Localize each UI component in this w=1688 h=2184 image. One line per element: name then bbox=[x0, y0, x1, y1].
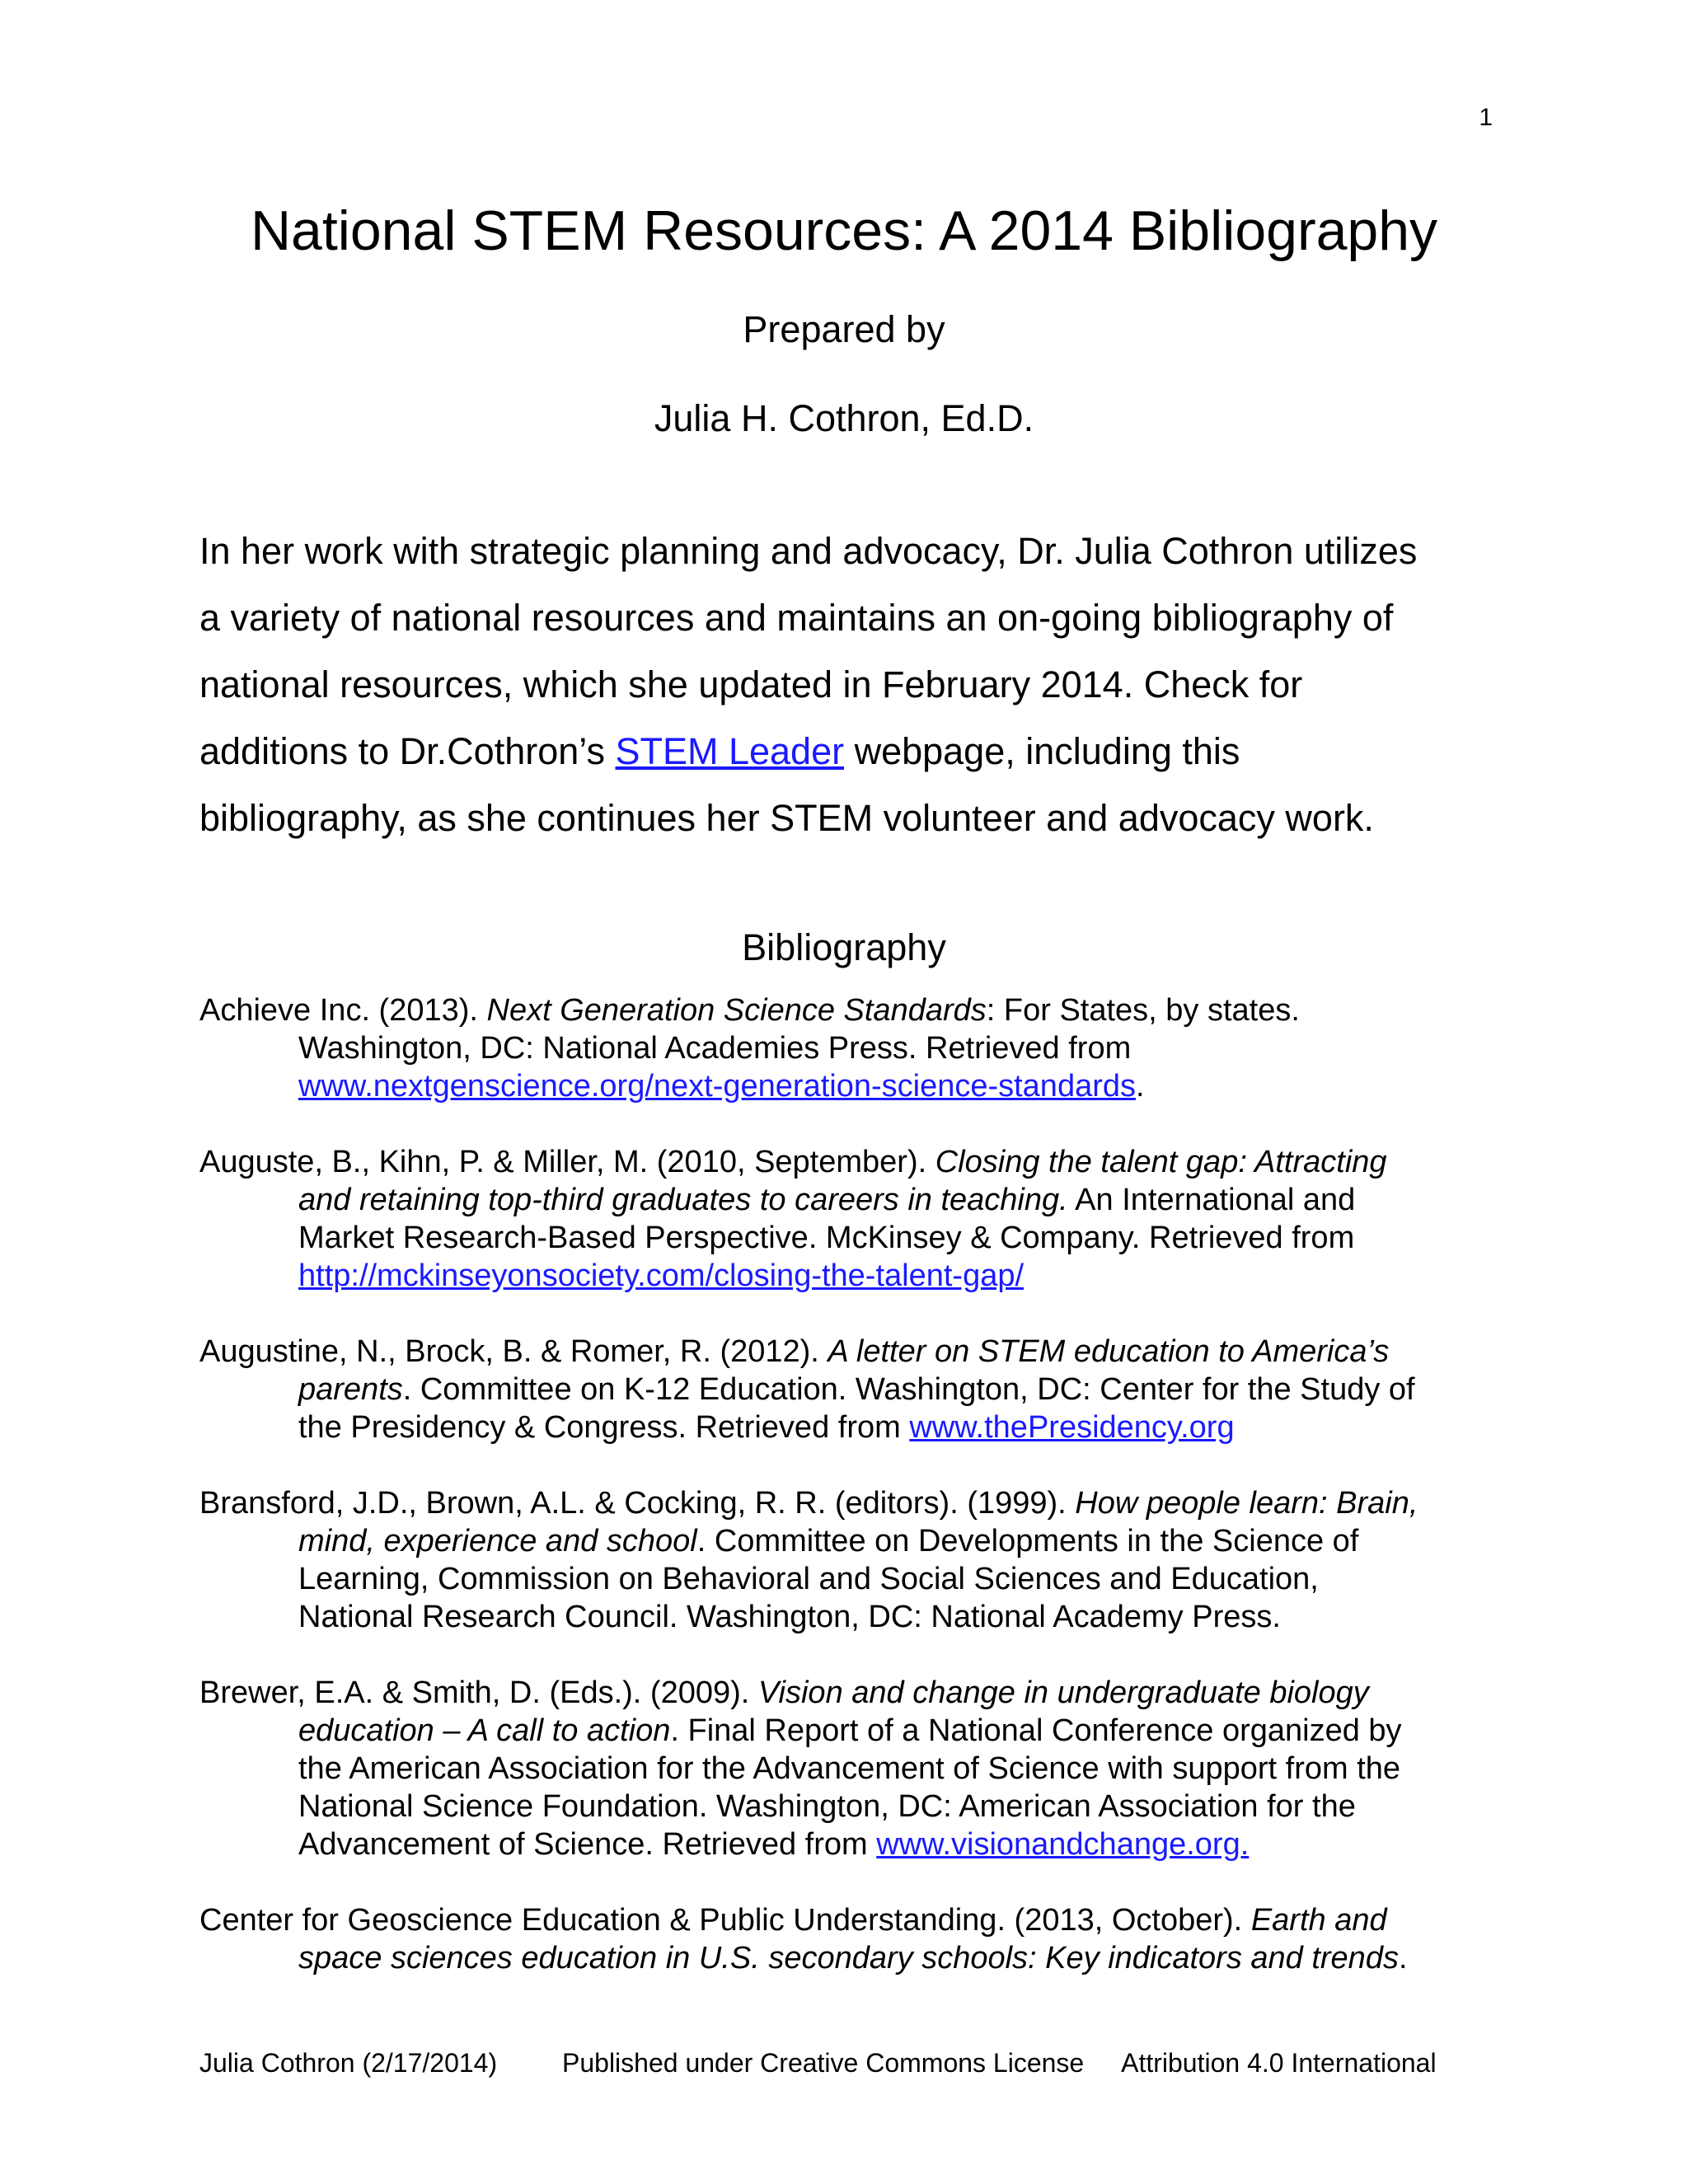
entry-line: the American Association for the Advancement of Science with support from the bbox=[298, 1751, 1401, 1786]
bibliography-entry bbox=[199, 1484, 1518, 1636]
nextgenscience-link[interactable]: www.nextgenscience.org/next-generation-science-standards bbox=[298, 1069, 1136, 1104]
entry-text: An International and bbox=[1067, 1183, 1356, 1217]
entry-text: Augustine, N., Brock, B. & Romer, R. (2012). bbox=[199, 1334, 828, 1369]
footer-author-date: Julia Cothron (2/17/2014) bbox=[199, 2048, 498, 2078]
entry-title: education – A call to action bbox=[298, 1713, 671, 1748]
bibliography-entry bbox=[199, 991, 1518, 1105]
entry-line bbox=[199, 1901, 1518, 1939]
entry-line bbox=[199, 1825, 1518, 1863]
author-name: Julia H. Cothron, Ed.D. bbox=[654, 397, 1034, 439]
entry-text: . Final Report of a National Conference organized by bbox=[670, 1713, 1402, 1748]
thepresidency-link[interactable]: www.thePresidency.org bbox=[909, 1410, 1235, 1445]
entry-line bbox=[199, 1181, 1518, 1219]
entry-line: Learning, Commission on Behavioral and Social Sciences and Education, bbox=[298, 1562, 1319, 1596]
entry-line: Market Research-Based Perspective. McKinsey & Company. Retrieved from bbox=[298, 1221, 1355, 1255]
entry-line bbox=[199, 991, 1518, 1029]
entry-text: Advancement of Science. Retrieved from bbox=[298, 1827, 877, 1862]
entry-line bbox=[199, 1067, 1518, 1105]
prepared-by-label: Prepared by bbox=[743, 308, 945, 350]
entry-text: Center for Geoscience Education & Public Understanding. (2013, October). bbox=[199, 1903, 1251, 1938]
entry-title: Closing the talent gap: Attracting bbox=[935, 1145, 1387, 1179]
intro-line bbox=[199, 718, 1502, 785]
page-number: 1 bbox=[1479, 104, 1493, 131]
entry-text: Bransford, J.D., Brown, A.L. & Cocking, R. R. (editors). (1999). bbox=[199, 1486, 1076, 1521]
intro-paragraph bbox=[199, 518, 1502, 851]
entry-title: space sciences education in U.S. secondary schools: Key indicators and trends bbox=[298, 1941, 1399, 1975]
entry-title: parents bbox=[298, 1372, 403, 1407]
entry-title: and retaining top-third graduates to careers in teaching. bbox=[298, 1183, 1068, 1217]
intro-text: webpage, including this bbox=[844, 730, 1240, 772]
entry-line bbox=[199, 1522, 1518, 1560]
entry-line bbox=[199, 1674, 1518, 1712]
intro-line: bibliography, as she continues her STEM volunteer and advocacy work. bbox=[199, 797, 1374, 839]
mckinsey-link[interactable]: http://mckinseyonsociety.com/closing-the-talent-gap/ bbox=[298, 1258, 1025, 1293]
entry-line bbox=[199, 1939, 1518, 1977]
entry-text: Brewer, E.A. & Smith, D. (Eds.). (2009). bbox=[199, 1675, 758, 1710]
intro-text: additions to Dr.Cothron’s bbox=[199, 730, 616, 772]
intro-line: a variety of national resources and maintains an on-going bibliography of bbox=[199, 597, 1394, 639]
footer-attribution: Attribution 4.0 International bbox=[1121, 2048, 1437, 2078]
entry-text: Achieve Inc. (2013). bbox=[199, 993, 487, 1028]
entry-line bbox=[199, 1333, 1518, 1371]
entry-line: National Research Council. Washington, DC: National Academy Press. bbox=[298, 1600, 1281, 1634]
entry-line bbox=[199, 1484, 1518, 1522]
bibliography-entry bbox=[199, 1333, 1518, 1446]
entry-text: the Presidency & Congress. Retrieved from bbox=[298, 1410, 910, 1445]
bibliography-entry bbox=[199, 1674, 1518, 1863]
entry-text: . Committee on K-12 Education. Washington, DC: Center for the Study of bbox=[402, 1372, 1415, 1407]
page-footer bbox=[199, 2046, 1502, 2079]
intro-line: In her work with strategic planning and advocacy, Dr. Julia Cothron utilizes bbox=[199, 530, 1418, 572]
intro-line: national resources, which she updated in February 2014. Check for bbox=[199, 663, 1303, 705]
document-title: National STEM Resources: A 2014 Bibliography bbox=[250, 199, 1438, 262]
entry-text: : For States, by states. bbox=[986, 993, 1300, 1028]
bibliography-heading: Bibliography bbox=[742, 926, 946, 968]
entry-text: . bbox=[1398, 1941, 1408, 1975]
entry-title: Vision and change in undergraduate biology bbox=[757, 1675, 1369, 1710]
entry-title: mind, experience and school bbox=[298, 1524, 697, 1558]
entry-line: National Science Foundation. Washington, DC: American Association for the bbox=[298, 1789, 1356, 1824]
visionandchange-link[interactable]: www.visionandchange.org. bbox=[876, 1827, 1250, 1862]
entry-line bbox=[199, 1408, 1518, 1446]
stem-leader-link[interactable]: STEM Leader bbox=[615, 730, 845, 772]
entry-line bbox=[199, 1143, 1518, 1181]
entry-line: Washington, DC: National Academies Press. Retrieved from bbox=[298, 1031, 1132, 1066]
entry-title: Earth and bbox=[1250, 1903, 1387, 1938]
entry-title: How people learn: Brain, bbox=[1075, 1486, 1418, 1521]
entry-title: A letter on STEM education to America’s bbox=[828, 1334, 1390, 1369]
footer-license: Published under Creative Commons License bbox=[562, 2048, 1085, 2078]
entry-title: Next Generation Science Standards bbox=[486, 993, 987, 1028]
entry-line bbox=[199, 1712, 1518, 1750]
bibliography-entry bbox=[199, 1143, 1518, 1295]
entry-line bbox=[199, 1371, 1518, 1408]
entry-line bbox=[199, 1257, 1518, 1295]
entry-text: . Committee on Developments in the Science of bbox=[696, 1524, 1359, 1558]
bibliography-list bbox=[199, 991, 1518, 2015]
entry-text: . bbox=[1136, 1069, 1145, 1104]
bibliography-entry bbox=[199, 1901, 1518, 1977]
entry-text: Auguste, B., Kihn, P. & Miller, M. (2010, September). bbox=[199, 1145, 935, 1179]
